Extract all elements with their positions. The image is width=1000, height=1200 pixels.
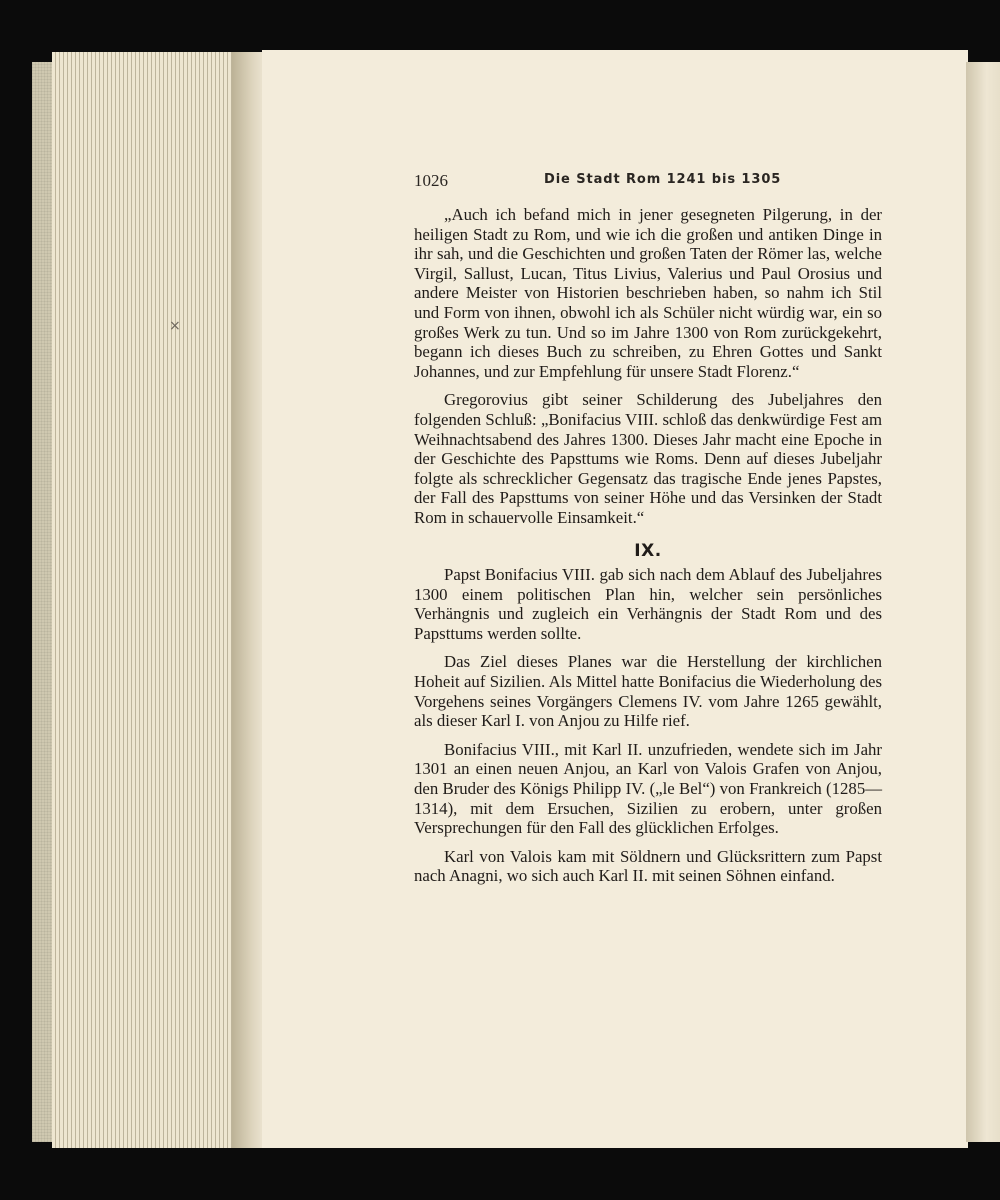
paragraph: Gregorovius gibt seiner Schilderung des Jubeljahres den folgenden Schluß: „Bonifacius VIII. schloß das denkwürdige Fest am Weihnachtsabend des Jahres 1300. Dieses Jahr macht eine Epoche in der Geschichte des Papsttums wie Roms. Denn auf dieses Jubeljahr folgte als schrecklicher Gegensatz das tragische Ende jenes Papstes, der Fall des Papsttums von seiner Höhe und das Versinken der Stadt Rom in schauervolle Einsamkeit.“ bbox=[414, 390, 882, 527]
page-number: 1026 bbox=[414, 171, 448, 190]
paragraph: Bonifacius VIII., mit Karl II. unzufrieden, wendete sich im Jahr 1301 an einen neuen Anjou, an Karl von Valois Grafen von Anjou, den Bruder des Königs Philipp IV. („le Bel“) von Frankreich (1285—1314), mit dem Ersuchen, Sizilien zu erobern, unter großen Versprechungen für den Fall des glücklichen Erfolges. bbox=[414, 739, 882, 838]
paragraph: „Auch ich befand mich in jener gesegneten Pilgerung, in der heiligen Stadt zu Rom, und wie ich die großen und antiken Dinge in ihr sah, und die Geschichten und großen Taten der Römer las, welche Virgil, Sallust, Lucan, Titus Livius, Valerius und Paul Orosius und andere Meister von Historien beschrieben haben, so nahm ich Stil und Form von ihnen, obwohl ich als Schüler nicht würdig war, ein so großes Werk zu tun. Und so im Jahre 1300 von Rom zurückgekehrt, begann ich dieses Buch zu schreiben, zu Ehren Gottes und Sankt Johannes, und zur Empfehlung für unsere Stadt Florenz.“ bbox=[414, 205, 882, 381]
paragraph: Das Ziel dieses Planes war die Herstellung der kirchlichen Hoheit auf Sizilien. Als Mittel hatte Bonifacius die Wiederholung des Vorgehens seines Vorgängers Clemens IV. vom Jahre 1265 gewählt, als dieser Karl I. von Anjou zu Hilfe rief. bbox=[414, 652, 882, 731]
page-edges-stack bbox=[52, 52, 242, 1148]
running-head bbox=[414, 171, 882, 191]
paragraph: Papst Bonifacius VIII. gab sich nach dem Ablauf des Jubeljahres 1300 einem politischen Plan hin, welcher sein persönliches Verhängnis und zugleich ein Verhängnis der Stadt Rom und des Papsttums werden sollte. bbox=[414, 565, 882, 643]
paragraph: Karl von Valois kam mit Söldnern und Glücksrittern zum Papst nach Anagni, wo sich auch Karl II. mit seinen Söhnen einfand. bbox=[414, 846, 882, 886]
body-text bbox=[414, 205, 882, 886]
pencil-mark: × bbox=[169, 318, 181, 334]
running-title: Die Stadt Rom 1241 bis 1305 bbox=[544, 172, 782, 187]
section-heading: IX. bbox=[634, 540, 662, 561]
facing-page-edge bbox=[966, 62, 1000, 1142]
